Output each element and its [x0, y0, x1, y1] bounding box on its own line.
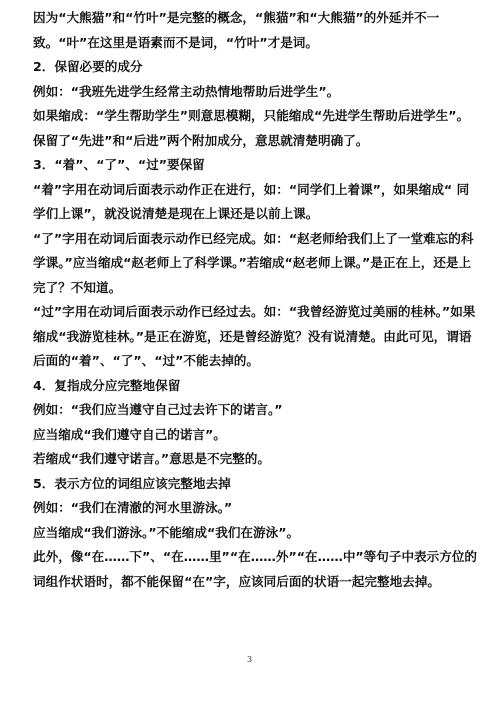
paragraph-zhe-particle: “着”字用在动词后面表示动作正在进行，如：“同学们上着课”，如果缩成“ 同学们上课”，就没说清楚是现在上课还是以前上课。 — [33, 181, 470, 221]
paragraph-shortening-vague: 如果缩成：“学生帮助学生”则意思模糊，只能缩成“先进学生帮助后进学生”。 — [33, 108, 470, 123]
paragraph-correct-shortening-swimming: 应当缩成“我们游泳。”不能缩成“我们在游泳”。 — [33, 524, 300, 540]
heading-keep-appositive: 4．复指成分应完整地保留 — [33, 377, 181, 393]
paragraph-modifiers-kept: 保留了“先进”和“后进”两个附加成分，意思就清楚明确了。 — [33, 132, 369, 148]
paragraph-guo-particle: “过”字用在动词后面表示动作已经过去。如：“我曾经游览过美丽的桂林。”如果缩成“我游览桂林。”是正在游览，还是曾经游览？没有说清楚。由此可见，谓语后面的“着”、“了”、“过”不能去掉的。 — [33, 304, 476, 368]
paragraph-panda-concept: 因为“大熊猫”和“竹叶”是完整的概念，“熊猫”和“大熊猫”的外延并不一致。“叶”在这里是语素而不是词，“竹叶”才是词。 — [33, 10, 440, 50]
paragraph-incomplete-shortening-promise: 若缩成“我们遵守诺言。”意思是不完整的。 — [33, 451, 270, 466]
paragraph-example-advanced-students: 例如：“我班先进学生经常主动热情地帮助后进学生”。 — [33, 83, 340, 99]
paragraph-correct-shortening-promise: 应当缩成“我们遵守自己的诺言”。 — [33, 426, 226, 442]
paragraph-location-phrases-note: 此外，像“在……下”、“在……里”“在……外”“在……中”等句子中表示方位的词组作状语时，都不能保留“在”字，应该同后面的状语一起完整地去掉。 — [33, 549, 478, 589]
heading-keep-aspect-particles: 3．“着”、“了”、“过”要保留 — [33, 157, 205, 172]
heading-remove-location-phrase: 5．表示方位的词组应该完整地去掉 — [33, 475, 231, 491]
paragraph-example-swimming: 例如：“我们在清澈的河水里游泳。” — [33, 500, 233, 515]
paragraph-le-particle: “了”字用在动词后面表示动作已经完成。如：“赵老师给我们上了一堂难忘的科学课。”应当缩成“赵老师上了科学课。”若缩成“赵老师上课。”是正在上，还是上完了？不知道。 — [33, 230, 474, 295]
heading-keep-necessary-parts: 2．保留必要的成分 — [33, 59, 143, 74]
paragraph-example-promise: 例如：“我们应当遵守自己过去许下的诺言。” — [33, 402, 283, 417]
page-number: 3 — [246, 655, 253, 664]
